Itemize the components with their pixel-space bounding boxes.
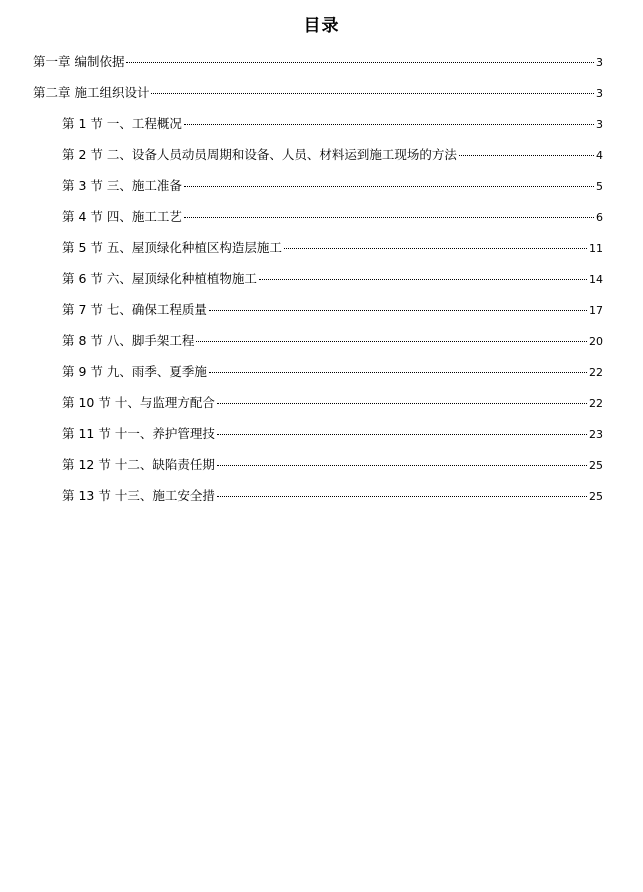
toc-entry-text: 第 4 节 四、施工工艺 <box>62 209 182 224</box>
toc-page-number: 4 <box>596 149 603 162</box>
toc-entry-section-9[interactable] <box>0 362 603 393</box>
toc-page-number: 3 <box>596 87 603 100</box>
toc-entry-section-3[interactable] <box>0 176 603 207</box>
toc-entry-section-7[interactable] <box>0 300 603 331</box>
toc-entry-section-13[interactable] <box>0 486 603 517</box>
toc-dot-leader <box>459 155 594 156</box>
toc-dot-leader <box>259 279 587 280</box>
toc-page-number: 3 <box>596 56 603 69</box>
toc-entry-text: 第 9 节 九、雨季、夏季施 <box>62 364 207 379</box>
toc-entry-text: 第 6 节 六、屋顶绿化种植植物施工 <box>62 271 257 286</box>
toc-dot-leader <box>217 434 587 435</box>
toc-page-number: 6 <box>596 211 603 224</box>
toc-page-number: 5 <box>596 180 603 193</box>
toc-page-number: 25 <box>589 459 603 472</box>
toc-entry-section-11[interactable] <box>0 424 603 455</box>
toc-dot-leader <box>209 310 587 311</box>
toc-entry-text: 第 5 节 五、屋顶绿化种植区构造层施工 <box>62 240 282 255</box>
toc-page-number: 22 <box>589 366 603 379</box>
toc-entry-text: 第 11 节 十一、养护管理技 <box>62 426 215 441</box>
toc-page-number: 17 <box>589 304 603 317</box>
toc-entry-section-5[interactable] <box>0 238 603 269</box>
toc-entry-section-1[interactable] <box>0 114 603 145</box>
toc-dot-leader <box>217 496 587 497</box>
toc-entry-text: 第一章 编制依据 <box>33 54 125 69</box>
toc-entry-section-2[interactable] <box>0 145 603 176</box>
toc-page-number: 11 <box>589 242 603 255</box>
toc-dot-leader <box>209 372 587 373</box>
toc-entry-text: 第 10 节 十、与监理方配合 <box>62 395 215 410</box>
toc-page-number: 22 <box>589 397 603 410</box>
toc-dot-leader <box>217 403 587 404</box>
toc-dot-leader <box>184 217 594 218</box>
toc-page-number: 20 <box>589 335 603 348</box>
toc-dot-leader <box>196 341 587 342</box>
toc-entry-section-12[interactable] <box>0 455 603 486</box>
toc-entry-text: 第 13 节 十三、施工安全措 <box>62 488 215 503</box>
toc-dot-leader <box>151 93 594 94</box>
toc-dot-leader <box>184 186 594 187</box>
toc-entry-text: 第二章 施工组织设计 <box>33 85 150 100</box>
toc-entry-chapter-2[interactable] <box>0 83 603 114</box>
toc-title: 目录 <box>303 16 340 36</box>
toc-entry-text: 第 3 节 三、施工准备 <box>62 178 182 193</box>
toc-dot-leader <box>184 124 594 125</box>
toc-entry-text: 第 7 节 七、确保工程质量 <box>62 302 207 317</box>
toc-dot-leader <box>126 62 594 63</box>
toc-entry-text: 第 2 节 二、设备人员动员周期和设备、人员、材料运到施工现场的方法 <box>62 147 457 162</box>
toc-entry-section-6[interactable] <box>0 269 603 300</box>
toc-entry-section-8[interactable] <box>0 331 603 362</box>
toc-page-number: 23 <box>589 428 603 441</box>
toc-page-number: 14 <box>589 273 603 286</box>
toc-entry-text: 第 8 节 八、脚手架工程 <box>62 333 195 348</box>
toc-entry-text: 第 12 节 十二、缺陷责任期 <box>62 457 215 472</box>
toc-entry-chapter-1[interactable] <box>0 52 603 83</box>
toc-list <box>0 52 643 517</box>
toc-entry-text: 第 1 节 一、工程概况 <box>62 116 182 131</box>
toc-page-number: 3 <box>596 118 603 131</box>
toc-dot-leader <box>284 248 587 249</box>
toc-dot-leader <box>217 465 587 466</box>
toc-entry-section-10[interactable] <box>0 393 603 424</box>
toc-page-number: 25 <box>589 490 603 503</box>
toc-entry-section-4[interactable] <box>0 207 603 238</box>
